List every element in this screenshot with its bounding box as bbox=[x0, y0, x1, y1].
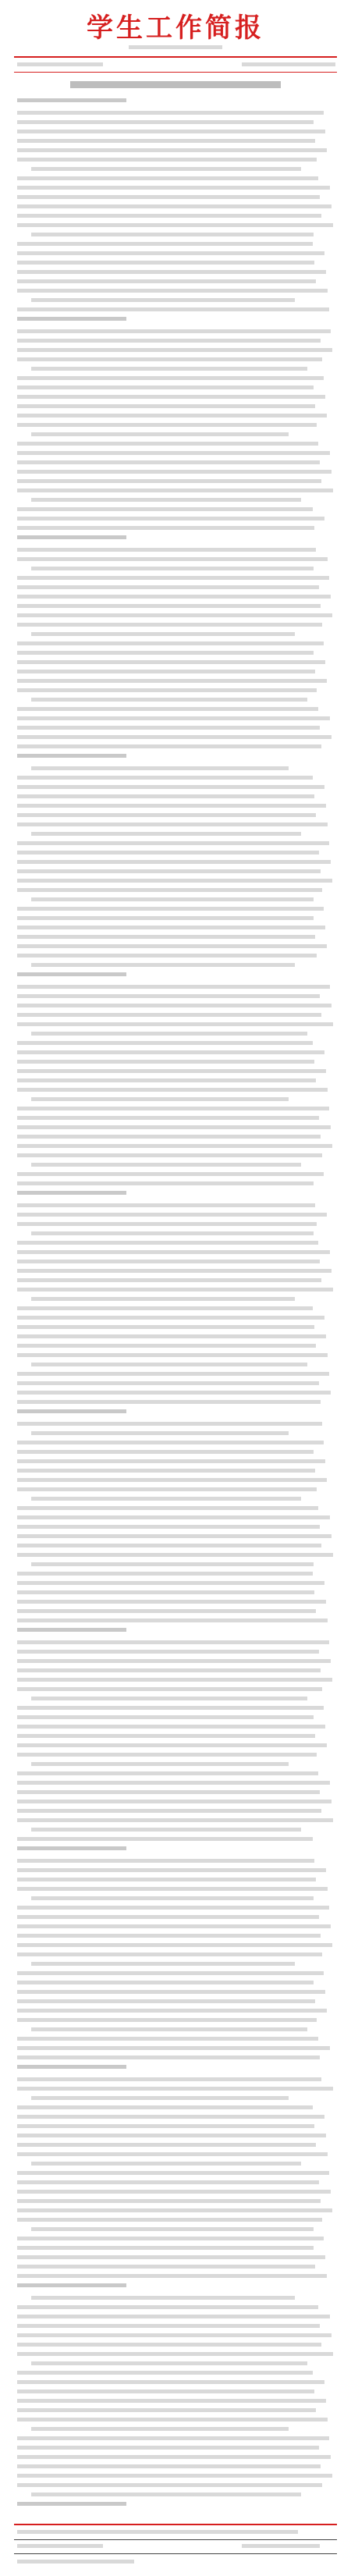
text-line-placeholder bbox=[17, 1260, 320, 1263]
text-line-placeholder bbox=[17, 2446, 319, 2450]
text-line-placeholder bbox=[17, 1422, 322, 1426]
text-line-placeholder bbox=[17, 1181, 314, 1185]
text-line-placeholder bbox=[17, 1868, 326, 1872]
text-line-placeholder bbox=[17, 1144, 332, 1148]
text-line-placeholder bbox=[17, 395, 325, 399]
text-line-placeholder bbox=[17, 460, 320, 464]
text-line-placeholder bbox=[17, 613, 332, 617]
text-line-placeholder bbox=[31, 1896, 314, 1900]
text-line-placeholder bbox=[17, 851, 319, 855]
text-line-placeholder bbox=[17, 916, 314, 920]
text-line-placeholder bbox=[17, 423, 317, 427]
text-line-placeholder bbox=[17, 860, 331, 864]
section-heading-placeholder bbox=[17, 2502, 126, 2506]
text-line-placeholder bbox=[17, 707, 318, 711]
text-line-placeholder bbox=[17, 2380, 324, 2384]
text-line-placeholder bbox=[17, 1659, 331, 1663]
text-line-placeholder bbox=[17, 1534, 332, 1538]
text-line-placeholder bbox=[17, 2436, 329, 2440]
text-line-placeholder bbox=[17, 1859, 314, 1863]
text-line-placeholder bbox=[31, 233, 314, 236]
publisher-placeholder bbox=[17, 62, 103, 66]
text-line-placeholder bbox=[17, 670, 315, 673]
text-line-placeholder bbox=[17, 679, 327, 683]
text-line-placeholder bbox=[17, 1450, 314, 1454]
text-line-placeholder bbox=[31, 698, 307, 702]
text-line-placeholder bbox=[17, 604, 321, 608]
text-line-placeholder bbox=[17, 451, 330, 455]
text-line-placeholder bbox=[17, 1013, 321, 1017]
text-line-placeholder bbox=[17, 1372, 329, 1376]
text-line-placeholder bbox=[17, 2352, 333, 2356]
text-line-placeholder bbox=[17, 735, 332, 739]
text-line-placeholder bbox=[31, 1562, 314, 1566]
text-line-placeholder bbox=[17, 576, 329, 580]
text-line-placeholder bbox=[17, 813, 316, 817]
text-line-placeholder bbox=[17, 242, 313, 246]
text-line-placeholder bbox=[17, 1800, 332, 1803]
text-line-placeholder bbox=[17, 1041, 313, 1045]
text-line-placeholder bbox=[17, 785, 324, 789]
text-line-placeholder bbox=[17, 641, 324, 645]
text-line-placeholder bbox=[17, 1943, 332, 1947]
text-line-placeholder bbox=[17, 1981, 314, 1984]
text-line-placeholder bbox=[17, 2333, 332, 2337]
text-line-placeholder bbox=[17, 1600, 326, 1604]
text-line-placeholder bbox=[31, 2493, 301, 2496]
text-line-placeholder bbox=[17, 1116, 319, 1120]
text-line-placeholder bbox=[17, 2199, 321, 2203]
text-line-placeholder bbox=[17, 1706, 324, 1710]
section-heading-placeholder bbox=[17, 2065, 126, 2069]
text-line-placeholder bbox=[17, 1250, 330, 1254]
text-line-placeholder bbox=[17, 1213, 327, 1217]
text-line-placeholder bbox=[17, 1125, 331, 1129]
text-line-placeholder bbox=[17, 404, 315, 408]
text-line-placeholder bbox=[17, 1344, 316, 1348]
text-line-placeholder bbox=[17, 1334, 326, 1338]
text-line-placeholder bbox=[17, 139, 315, 143]
text-line-placeholder bbox=[17, 176, 318, 180]
text-line-placeholder bbox=[17, 1241, 318, 1245]
text-line-placeholder bbox=[17, 1269, 332, 1273]
text-line-placeholder bbox=[31, 1097, 289, 1101]
text-line-placeholder bbox=[31, 1697, 307, 1700]
text-line-placeholder bbox=[17, 2087, 333, 2091]
text-line-placeholder bbox=[17, 548, 316, 552]
text-line-placeholder bbox=[17, 1515, 330, 1519]
text-line-placeholder bbox=[17, 517, 324, 521]
text-line-placeholder bbox=[17, 1572, 313, 1576]
text-line-placeholder bbox=[17, 195, 320, 199]
text-line-placeholder bbox=[17, 1441, 324, 1444]
text-line-placeholder bbox=[17, 1153, 322, 1157]
text-line-placeholder bbox=[31, 2096, 289, 2100]
text-line-placeholder bbox=[17, 2274, 327, 2278]
section-heading-placeholder bbox=[17, 98, 126, 102]
text-line-placeholder bbox=[17, 348, 332, 352]
text-line-placeholder bbox=[17, 2105, 313, 2109]
text-line-placeholder bbox=[17, 1544, 321, 1547]
text-line-placeholder bbox=[17, 1725, 325, 1729]
section-heading-placeholder bbox=[17, 1191, 126, 1195]
text-line-placeholder bbox=[31, 1297, 295, 1301]
text-line-placeholder bbox=[31, 2162, 301, 2166]
text-line-placeholder bbox=[17, 1924, 331, 1928]
text-line-placeholder bbox=[17, 869, 321, 873]
text-line-placeholder bbox=[17, 2009, 327, 2013]
text-line-placeholder bbox=[17, 1934, 321, 1938]
text-line-placeholder bbox=[31, 1431, 289, 1435]
text-line-placeholder bbox=[31, 1032, 307, 1036]
text-line-placeholder bbox=[17, 935, 315, 939]
subheader-rule bbox=[14, 72, 337, 73]
text-line-placeholder bbox=[17, 479, 321, 483]
text-line-placeholder bbox=[17, 1640, 329, 1644]
text-line-placeholder bbox=[17, 688, 317, 692]
text-line-placeholder bbox=[17, 526, 314, 530]
text-line-placeholder bbox=[17, 307, 329, 311]
text-line-placeholder bbox=[17, 111, 324, 115]
text-line-placeholder bbox=[17, 386, 314, 389]
text-line-placeholder bbox=[17, 1088, 328, 1092]
text-line-placeholder bbox=[17, 1590, 314, 1594]
text-line-placeholder bbox=[17, 2265, 315, 2269]
text-line-placeholder bbox=[17, 1288, 333, 1292]
text-line-placeholder bbox=[17, 954, 317, 958]
text-line-placeholder bbox=[31, 2361, 307, 2365]
text-line-placeholder bbox=[17, 2143, 316, 2147]
text-line-placeholder bbox=[17, 651, 314, 655]
text-line-placeholder bbox=[17, 339, 321, 343]
text-line-placeholder bbox=[17, 1952, 322, 1956]
footer-rule-mid bbox=[14, 2539, 337, 2540]
section-heading-placeholder bbox=[17, 972, 126, 976]
text-line-placeholder bbox=[17, 2455, 331, 2459]
footer-line-4 bbox=[17, 2560, 134, 2564]
text-line-placeholder bbox=[17, 1487, 317, 1491]
text-line-placeholder bbox=[17, 1553, 333, 1557]
text-line-placeholder bbox=[17, 1060, 314, 1064]
text-line-placeholder bbox=[17, 841, 329, 845]
header-rule bbox=[14, 56, 337, 58]
issue-placeholder bbox=[129, 45, 222, 49]
text-line-placeholder bbox=[17, 489, 333, 492]
text-line-placeholder bbox=[17, 1771, 318, 1775]
section-heading-placeholder bbox=[17, 317, 126, 321]
text-line-placeholder bbox=[17, 507, 313, 511]
text-line-placeholder bbox=[31, 167, 301, 171]
text-line-placeholder bbox=[17, 1687, 322, 1691]
text-line-placeholder bbox=[17, 130, 325, 133]
text-line-placeholder bbox=[17, 2418, 328, 2421]
text-line-placeholder bbox=[31, 367, 307, 371]
section-heading-placeholder bbox=[17, 754, 126, 758]
text-line-placeholder bbox=[31, 498, 301, 502]
footer-line-3 bbox=[242, 2544, 320, 2548]
text-line-placeholder bbox=[17, 2115, 324, 2119]
text-line-placeholder bbox=[17, 2237, 324, 2240]
text-line-placeholder bbox=[17, 1818, 333, 1822]
section-heading-placeholder bbox=[17, 1409, 126, 1413]
text-line-placeholder bbox=[17, 2483, 322, 2487]
footer-line-2 bbox=[17, 2544, 103, 2548]
text-line-placeholder bbox=[17, 1915, 319, 1919]
text-line-placeholder bbox=[17, 2018, 317, 2022]
text-line-placeholder bbox=[17, 726, 320, 730]
text-line-placeholder bbox=[17, 823, 328, 826]
text-line-placeholder bbox=[17, 1878, 316, 1881]
text-line-placeholder bbox=[17, 2246, 314, 2250]
text-line-placeholder bbox=[17, 744, 321, 748]
text-line-placeholder bbox=[17, 357, 322, 361]
text-line-placeholder bbox=[17, 1790, 320, 1794]
text-line-placeholder bbox=[31, 1828, 301, 1832]
text-line-placeholder bbox=[17, 1887, 328, 1891]
text-line-placeholder bbox=[17, 1391, 331, 1395]
text-line-placeholder bbox=[17, 1809, 321, 1813]
text-line-placeholder bbox=[17, 1990, 325, 1994]
text-line-placeholder bbox=[17, 1172, 324, 1176]
text-line-placeholder bbox=[17, 1469, 315, 1473]
text-line-placeholder bbox=[17, 261, 314, 265]
text-line-placeholder bbox=[17, 1222, 317, 1226]
text-line-placeholder bbox=[31, 2296, 295, 2300]
text-line-placeholder bbox=[31, 963, 295, 967]
text-line-placeholder bbox=[17, 1400, 321, 1404]
text-line-placeholder bbox=[17, 2343, 321, 2347]
text-line-placeholder bbox=[31, 2027, 307, 2031]
text-line-placeholder bbox=[17, 204, 332, 208]
masthead-title: 学生工作简报 bbox=[87, 12, 264, 44]
text-line-placeholder bbox=[17, 794, 314, 798]
text-line-placeholder bbox=[17, 158, 317, 162]
text-line-placeholder bbox=[17, 376, 324, 380]
text-line-placeholder bbox=[17, 1609, 316, 1613]
text-line-placeholder bbox=[17, 329, 331, 333]
text-line-placeholder bbox=[31, 1231, 314, 1235]
text-line-placeholder bbox=[17, 2046, 330, 2050]
text-line-placeholder bbox=[17, 1581, 324, 1585]
text-line-placeholder bbox=[17, 1781, 330, 1785]
text-line-placeholder bbox=[17, 879, 332, 883]
text-line-placeholder bbox=[17, 1203, 315, 1207]
text-line-placeholder bbox=[17, 279, 316, 283]
section-heading-placeholder bbox=[17, 535, 126, 539]
text-line-placeholder bbox=[17, 414, 327, 417]
text-line-placeholder bbox=[17, 2134, 326, 2137]
text-line-placeholder bbox=[17, 1478, 327, 1482]
text-line-placeholder bbox=[31, 1762, 289, 1766]
footer-rule-top bbox=[14, 2524, 337, 2525]
text-line-placeholder bbox=[17, 623, 322, 627]
section-heading-placeholder bbox=[17, 2283, 126, 2287]
text-line-placeholder bbox=[17, 1325, 314, 1329]
text-line-placeholder bbox=[17, 2255, 325, 2259]
section-heading-placeholder bbox=[17, 1628, 126, 1632]
text-line-placeholder bbox=[17, 148, 327, 152]
text-line-placeholder bbox=[17, 1078, 316, 1082]
text-line-placeholder bbox=[17, 944, 327, 948]
text-line-placeholder bbox=[17, 716, 330, 720]
text-line-placeholder bbox=[17, 2324, 320, 2328]
text-line-placeholder bbox=[17, 1971, 324, 1975]
text-line-placeholder bbox=[17, 2077, 321, 2081]
text-line-placeholder bbox=[17, 2171, 329, 2175]
text-line-placeholder bbox=[31, 567, 314, 570]
text-line-placeholder bbox=[17, 1753, 317, 1757]
text-line-placeholder bbox=[17, 557, 328, 561]
text-line-placeholder bbox=[17, 907, 324, 911]
text-line-placeholder bbox=[17, 1668, 321, 1672]
text-line-placeholder bbox=[17, 2180, 319, 2184]
text-line-placeholder bbox=[17, 1525, 320, 1529]
text-line-placeholder bbox=[17, 120, 314, 124]
text-line-placeholder bbox=[17, 2464, 321, 2468]
text-line-placeholder bbox=[31, 432, 289, 436]
text-line-placeholder bbox=[17, 2389, 314, 2393]
text-line-placeholder bbox=[17, 660, 325, 664]
footer-line-1 bbox=[17, 2530, 298, 2534]
text-line-placeholder bbox=[31, 1163, 301, 1167]
text-line-placeholder bbox=[17, 994, 320, 998]
text-line-placeholder bbox=[17, 1050, 324, 1054]
text-line-placeholder bbox=[17, 1022, 333, 1026]
text-line-placeholder bbox=[17, 926, 325, 929]
footer-rule-mid2 bbox=[14, 2553, 337, 2554]
text-line-placeholder bbox=[17, 1837, 313, 1841]
text-line-placeholder bbox=[17, 1999, 315, 2003]
text-line-placeholder bbox=[17, 1306, 313, 1310]
text-line-placeholder bbox=[17, 1004, 332, 1007]
article-title-placeholder bbox=[70, 81, 281, 88]
text-line-placeholder bbox=[17, 251, 324, 255]
text-line-placeholder bbox=[17, 2305, 318, 2309]
text-line-placeholder bbox=[17, 2055, 320, 2059]
text-line-placeholder bbox=[17, 289, 328, 293]
text-line-placeholder bbox=[31, 1363, 307, 1366]
text-line-placeholder bbox=[17, 1678, 332, 1682]
text-line-placeholder bbox=[17, 1107, 329, 1110]
text-line-placeholder bbox=[17, 1734, 315, 1738]
text-line-placeholder bbox=[31, 832, 301, 836]
text-line-placeholder bbox=[17, 888, 322, 892]
text-line-placeholder bbox=[17, 985, 330, 989]
text-line-placeholder bbox=[17, 595, 331, 599]
text-line-placeholder bbox=[17, 2474, 332, 2478]
text-line-placeholder bbox=[17, 2152, 328, 2156]
text-line-placeholder bbox=[17, 1278, 321, 1282]
text-line-placeholder bbox=[17, 442, 318, 446]
date-placeholder bbox=[242, 62, 335, 66]
text-line-placeholder bbox=[17, 1069, 326, 1073]
text-line-placeholder bbox=[31, 766, 289, 770]
text-line-placeholder bbox=[17, 2190, 331, 2194]
text-line-placeholder bbox=[17, 1381, 319, 1385]
text-line-placeholder bbox=[17, 1715, 314, 1719]
text-line-placeholder bbox=[17, 585, 319, 589]
text-line-placeholder bbox=[17, 1618, 328, 1622]
text-line-placeholder bbox=[17, 2124, 314, 2128]
text-line-placeholder bbox=[17, 2218, 322, 2222]
text-line-placeholder bbox=[31, 2427, 289, 2431]
text-line-placeholder bbox=[31, 632, 295, 636]
text-line-placeholder bbox=[17, 1650, 319, 1654]
section-heading-placeholder bbox=[17, 1846, 126, 1850]
text-line-placeholder bbox=[17, 2037, 318, 2041]
text-line-placeholder bbox=[31, 1962, 295, 1966]
text-line-placeholder bbox=[17, 470, 332, 474]
text-line-placeholder bbox=[17, 223, 333, 227]
text-line-placeholder bbox=[17, 2408, 316, 2412]
text-line-placeholder bbox=[17, 804, 326, 808]
text-line-placeholder bbox=[17, 1353, 328, 1357]
text-line-placeholder bbox=[17, 270, 326, 274]
text-line-placeholder bbox=[17, 186, 330, 190]
text-line-placeholder bbox=[17, 1743, 327, 1747]
text-line-placeholder bbox=[17, 1316, 324, 1320]
text-line-placeholder bbox=[31, 298, 295, 302]
text-line-placeholder bbox=[17, 2371, 313, 2375]
text-line-placeholder bbox=[31, 1497, 301, 1501]
text-line-placeholder bbox=[17, 2315, 330, 2318]
text-line-placeholder bbox=[31, 2227, 314, 2231]
text-line-placeholder bbox=[17, 776, 313, 780]
text-line-placeholder bbox=[17, 1906, 329, 1910]
text-line-placeholder bbox=[17, 2399, 326, 2403]
text-line-placeholder bbox=[17, 2208, 332, 2212]
text-line-placeholder bbox=[17, 1459, 325, 1463]
text-line-placeholder bbox=[31, 897, 314, 901]
text-line-placeholder bbox=[17, 214, 321, 218]
text-line-placeholder bbox=[17, 1506, 318, 1510]
text-line-placeholder bbox=[17, 1135, 321, 1139]
